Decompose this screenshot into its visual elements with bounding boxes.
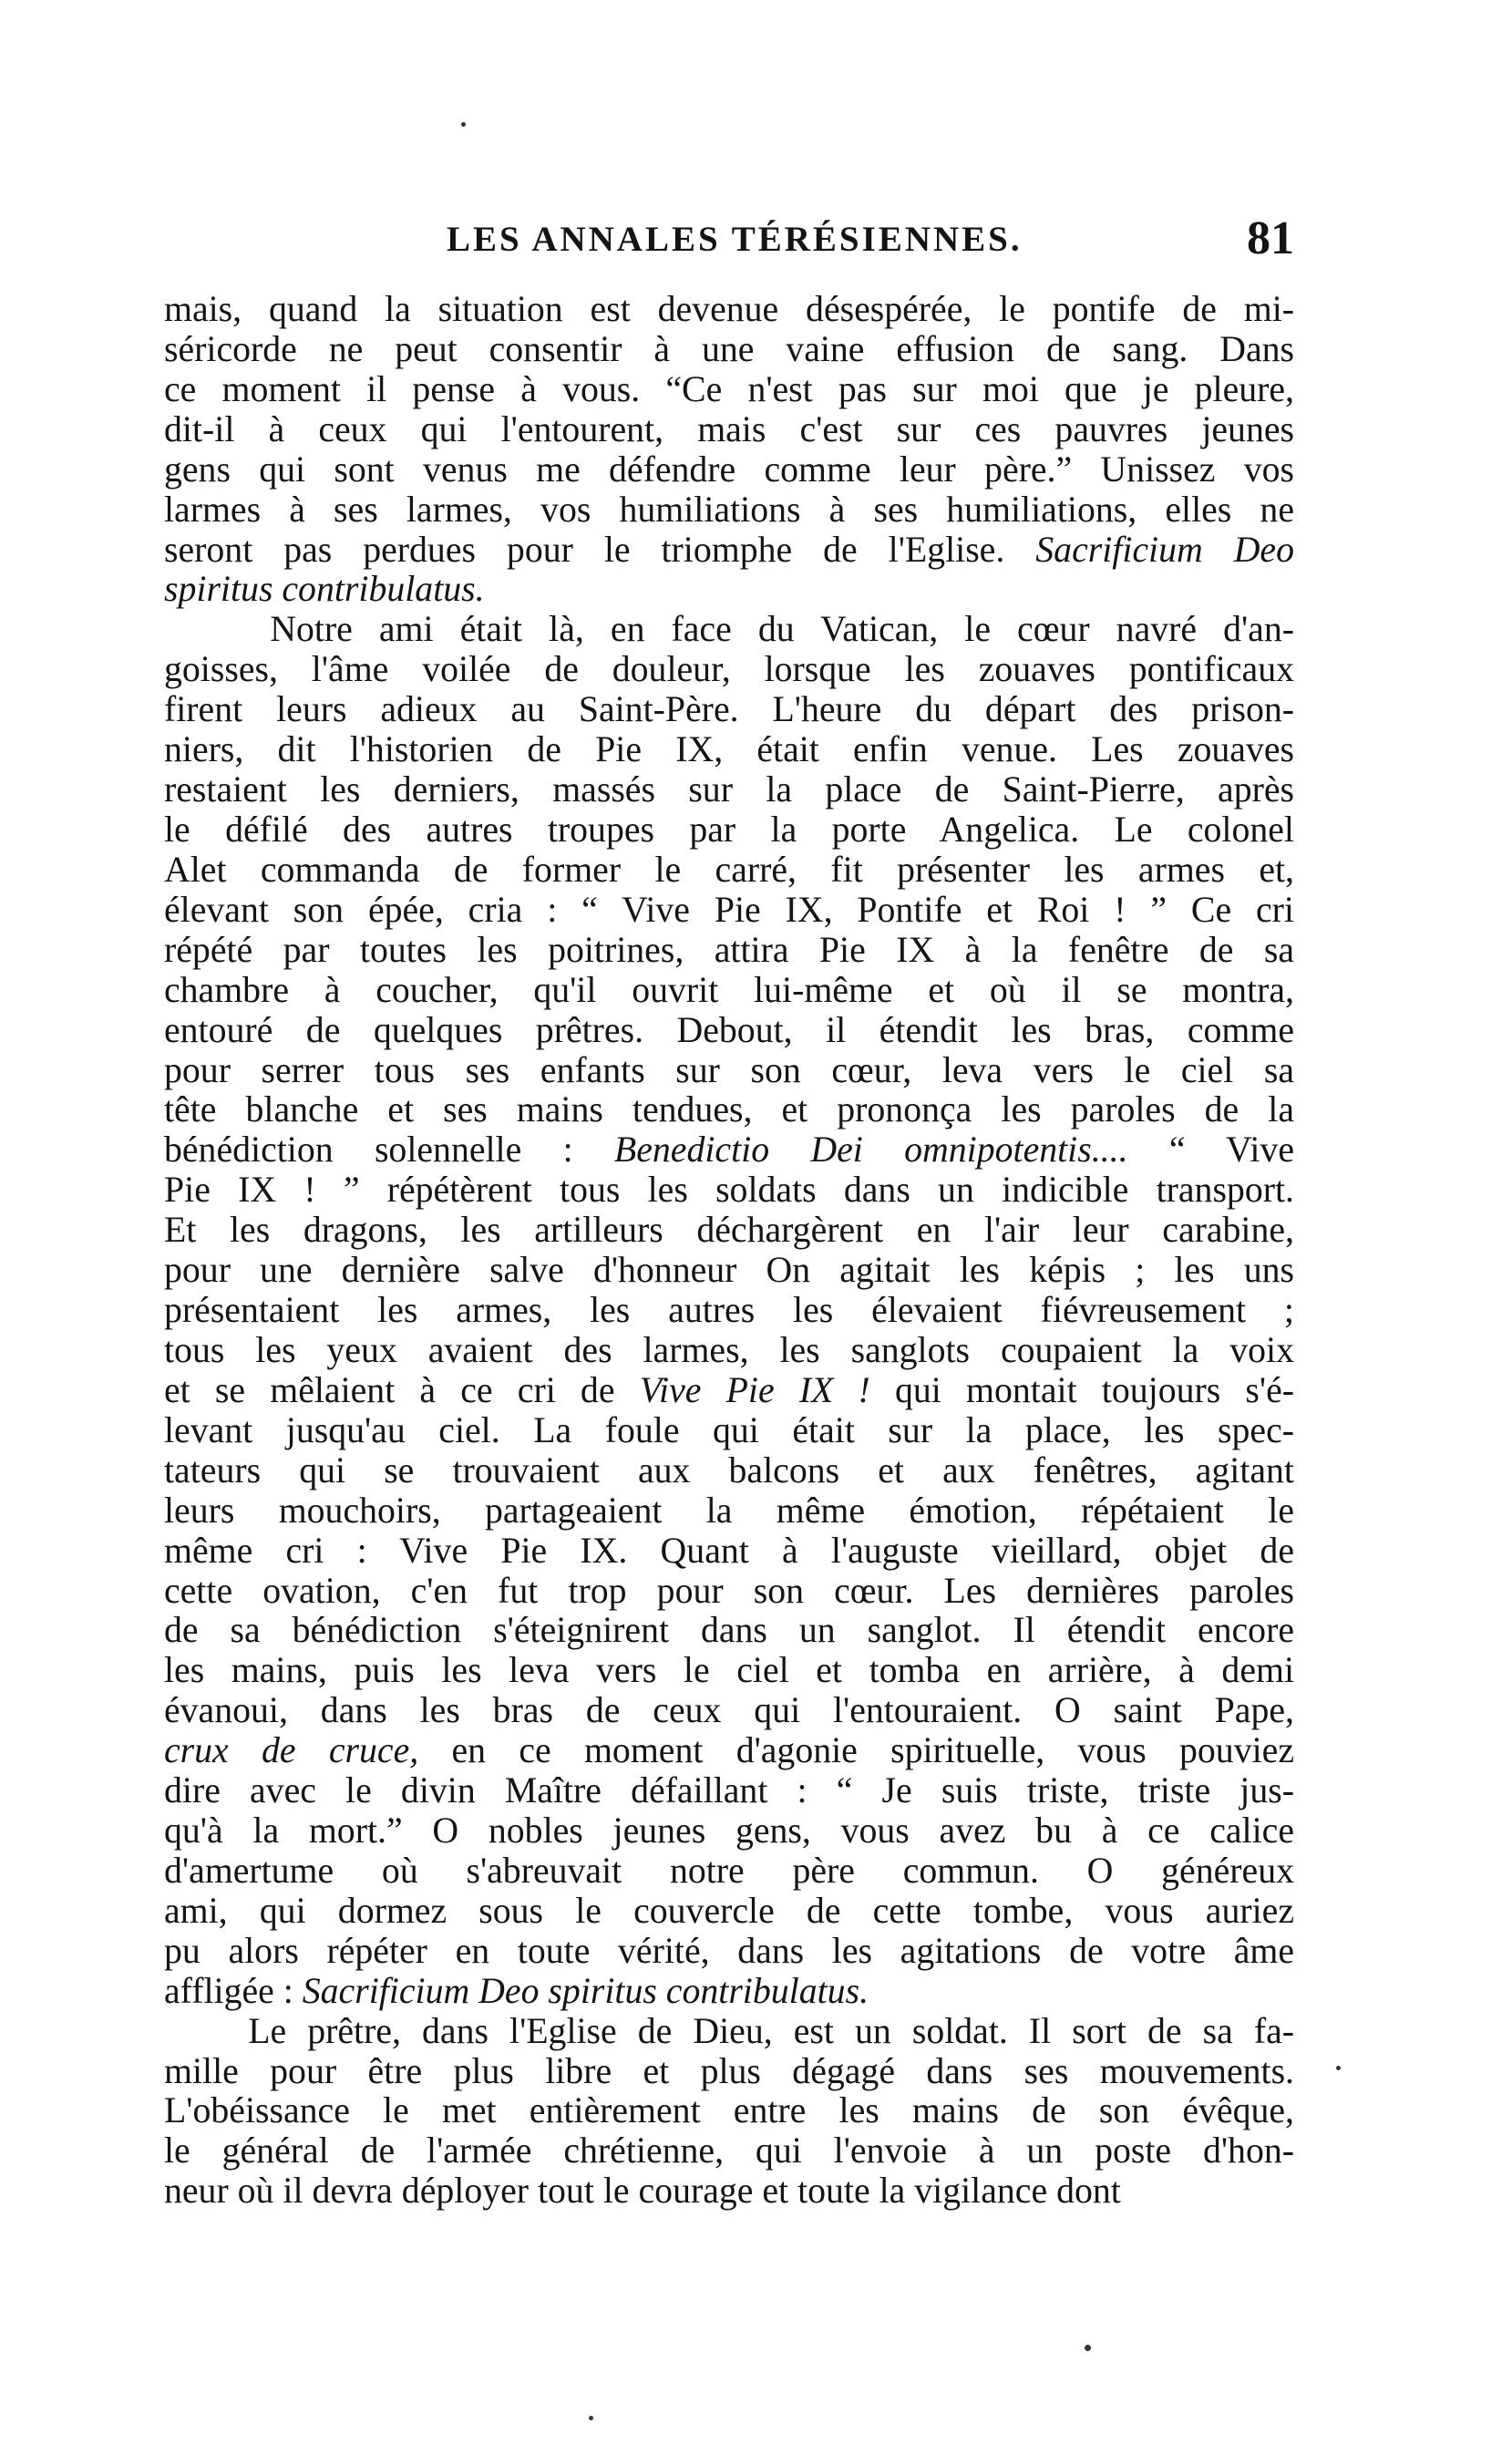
ink-speck: [1336, 2066, 1341, 2070]
text-line: [164, 1291, 1294, 1331]
text-line: [164, 1811, 1294, 1852]
text-segment: restaient les derniers, massés sur la place de Saint-Pierre, après: [164, 769, 1294, 810]
text-segment: présentaient les armes, les autres les élevaient fiévreusement ;: [164, 1290, 1294, 1331]
text-segment: niers, dit l'historien de Pie IX, était enfin venue. Les zouaves: [164, 729, 1294, 770]
text-segment: qu'à la mort.” O nobles jeunes gens, vous avez bu à ce calice: [164, 1810, 1294, 1852]
text-line: [164, 1011, 1294, 1051]
text-segment: affligée :: [164, 1970, 303, 2011]
text-segment: et se mêlaient à ce cri de: [164, 1369, 640, 1410]
text-line: [164, 2131, 1294, 2171]
text-segment: évanoui, dans les bras de ceux qui l'entouraient. O saint Pape,: [164, 1690, 1294, 1731]
text-line: [164, 1211, 1294, 1251]
italic-text: crux de cruce,: [164, 1730, 419, 1771]
text-line: [164, 570, 1294, 610]
text-line: [164, 410, 1294, 450]
italic-text: Sacrificium Deo spiritus contribulatus.: [302, 1970, 869, 2011]
text-line: [164, 1932, 1294, 1972]
ink-speck: [1085, 2345, 1091, 2351]
text-line: [164, 1532, 1294, 1572]
text-segment: élevant son épée, cria : “ Vive Pie IX, Pontife et Roi ! ” Ce cri: [164, 889, 1294, 930]
text-line: [164, 290, 1294, 330]
text-line: [164, 330, 1294, 370]
text-line: [164, 770, 1294, 810]
text-line: [164, 2171, 1294, 2212]
text-segment: en ce moment d'agonie spirituelle, vous pouviez: [418, 1730, 1294, 1771]
text-segment: tateurs qui se trouvaient aux balcons et aux fenêtres, agitant: [164, 1449, 1294, 1491]
text-segment: dire avec le divin Maître défaillant : “ Je suis triste, triste jus-: [164, 1770, 1294, 1811]
text-line: [164, 851, 1294, 891]
text-line: [164, 1572, 1294, 1612]
text-line: [164, 1411, 1294, 1451]
text-segment: qui montait toujours s'é-: [869, 1369, 1295, 1410]
text-segment: entouré de quelques prêtres. Debout, il étendit les bras, comme: [164, 1009, 1294, 1050]
text-line: [164, 1451, 1294, 1491]
text-line: [164, 1651, 1294, 1691]
text-segment: tête blanche et ses mains tendues, et prononça les paroles de la: [164, 1089, 1294, 1130]
text-segment: Pie IX ! ” répétèrent tous les soldats dans un indicible transport.: [164, 1170, 1294, 1211]
text-segment: firent leurs adieux au Saint-Père. L'heure du départ des prison-: [164, 689, 1294, 730]
text-line: [164, 2091, 1294, 2131]
text-line: [164, 1251, 1294, 1291]
text-line: [164, 1611, 1294, 1651]
text-segment: leurs mouchoirs, partageaient la même émotion, répétaient le: [164, 1490, 1294, 1531]
text-segment: levant jusqu'au ciel. La foule qui était sur la place, les spec-: [164, 1409, 1294, 1450]
text-segment: ce moment il pense à vous. “Ce n'est pas sur moi que je pleure,: [164, 368, 1294, 409]
text-line: [164, 1731, 1294, 1771]
text-segment: larmes à ses larmes, vos humiliations à ses humiliations, elles ne: [164, 489, 1294, 530]
running-title: LES ANNALES TÉRÉSIENNES.: [447, 220, 1023, 259]
text-segment: pour une dernière salve d'honneur On agitait les képis ; les uns: [164, 1250, 1294, 1291]
text-segment: Alet commanda de former le carré, fit présenter les armes et,: [164, 849, 1294, 890]
text-line: [164, 1171, 1294, 1211]
text-line: [164, 2012, 1294, 2052]
text-segment: de sa bénédiction s'éteignirent dans un sanglot. Il étendit encore: [164, 1610, 1294, 1651]
text-line: [164, 1852, 1294, 1892]
text-line: [164, 370, 1294, 410]
text-segment: pu alors répéter en toute vérité, dans les agitations de votre âme: [164, 1930, 1294, 1971]
text-line: [164, 450, 1294, 490]
text-segment: Notre ami était là, en face du Vatican, le cœur navré d'an-: [164, 609, 1294, 650]
text-line: [164, 1090, 1294, 1130]
text-segment: neur où il devra déployer tout le courage et toute la vigilance dont: [164, 2171, 1121, 2212]
text-line: [164, 1771, 1294, 1811]
running-head: [164, 211, 1294, 266]
text-line: [164, 690, 1294, 730]
text-segment: les mains, puis les leva vers le ciel et tomba en arrière, à demi: [164, 1650, 1294, 1691]
text-segment: même cri : Vive Pie IX. Quant à l'auguste vieillard, objet de: [164, 1530, 1294, 1571]
text-line: [164, 931, 1294, 971]
text-segment: tous les yeux avaient des larmes, les sanglots coupaient la voix: [164, 1329, 1294, 1370]
italic-text: Benedictio Dei omnipotentis....: [613, 1130, 1128, 1171]
text-segment: L'obéissance le met entièrement entre les mains de son évêque,: [164, 2090, 1294, 2131]
text-line: [164, 1491, 1294, 1532]
page-number: 81: [1247, 212, 1294, 264]
text-segment: cette ovation, c'en fut trop pour son cœur. Les dernières paroles: [164, 1570, 1294, 1611]
text-segment: le défilé des autres troupes par la porte Angelica. Le colonel: [164, 809, 1294, 850]
text-segment: bénédiction solennelle :: [164, 1130, 614, 1171]
text-segment: seront pas perdues pour le triomphe de l'Eglise.: [164, 529, 1036, 570]
text-segment: séricorde ne peut consentir à une vaine effusion de sang. Dans: [164, 328, 1294, 369]
text-segment: ami, qui dormez sous le couvercle de cette tombe, vous auriez: [164, 1890, 1294, 1931]
text-line: [164, 1972, 1294, 2012]
text-line: [164, 650, 1294, 690]
text-line: [164, 891, 1294, 931]
ink-speck: [589, 2416, 593, 2420]
text-line: [164, 971, 1294, 1011]
text-segment: Le prêtre, dans l'Eglise de Dieu, est un soldat. Il sort de sa fa-: [164, 2010, 1294, 2051]
text-line: [164, 2052, 1294, 2092]
text-line: [164, 531, 1294, 571]
text-line: [164, 1331, 1294, 1371]
text-line: [164, 730, 1294, 770]
text-segment: d'amertume où s'abreuvait notre père commun. O généreux: [164, 1850, 1294, 1891]
text-segment: le général de l'armée chrétienne, qui l'envoie à un poste d'hon-: [164, 2130, 1294, 2171]
text-segment: dit-il à ceux qui l'entourent, mais c'est sur ces pauvres jeunes: [164, 408, 1294, 449]
text-segment: “ Vive: [1127, 1130, 1295, 1171]
italic-text: Sacrificium Deo: [1035, 529, 1294, 570]
italic-text: spiritus contribulatus.: [164, 569, 485, 610]
body-text: [164, 290, 1294, 2212]
text-line: [164, 1892, 1294, 1932]
text-segment: pour serrer tous ses enfants sur son cœur, leva vers le ciel sa: [164, 1049, 1294, 1090]
italic-text: Vive Pie IX !: [639, 1369, 870, 1410]
text-segment: répété par toutes les poitrines, attira Pie IX à la fenêtre de sa: [164, 929, 1294, 970]
text-line: [164, 1371, 1294, 1411]
text-segment: gens qui sont venus me défendre comme leur père.” Unissez vos: [164, 449, 1294, 490]
text-line: [164, 810, 1294, 851]
text-line: [164, 1130, 1294, 1171]
text-segment: mais, quand la situation est devenue désespérée, le pontife de mi-: [164, 289, 1294, 329]
text-line: [164, 490, 1294, 531]
text-segment: mille pour être plus libre et plus dégagé dans ses mouvements.: [164, 2050, 1294, 2091]
ink-speck: [461, 122, 466, 127]
text-line: [164, 1691, 1294, 1731]
text-segment: chambre à coucher, qu'il ouvrit lui-même et où il se montra,: [164, 969, 1294, 1010]
text-segment: Et les dragons, les artilleurs déchargèrent en l'air leur carabine,: [164, 1210, 1294, 1251]
text-segment: goisses, l'âme voilée de douleur, lorsque les zouaves pontificaux: [164, 649, 1294, 690]
text-line: [164, 1051, 1294, 1091]
text-line: [164, 610, 1294, 650]
